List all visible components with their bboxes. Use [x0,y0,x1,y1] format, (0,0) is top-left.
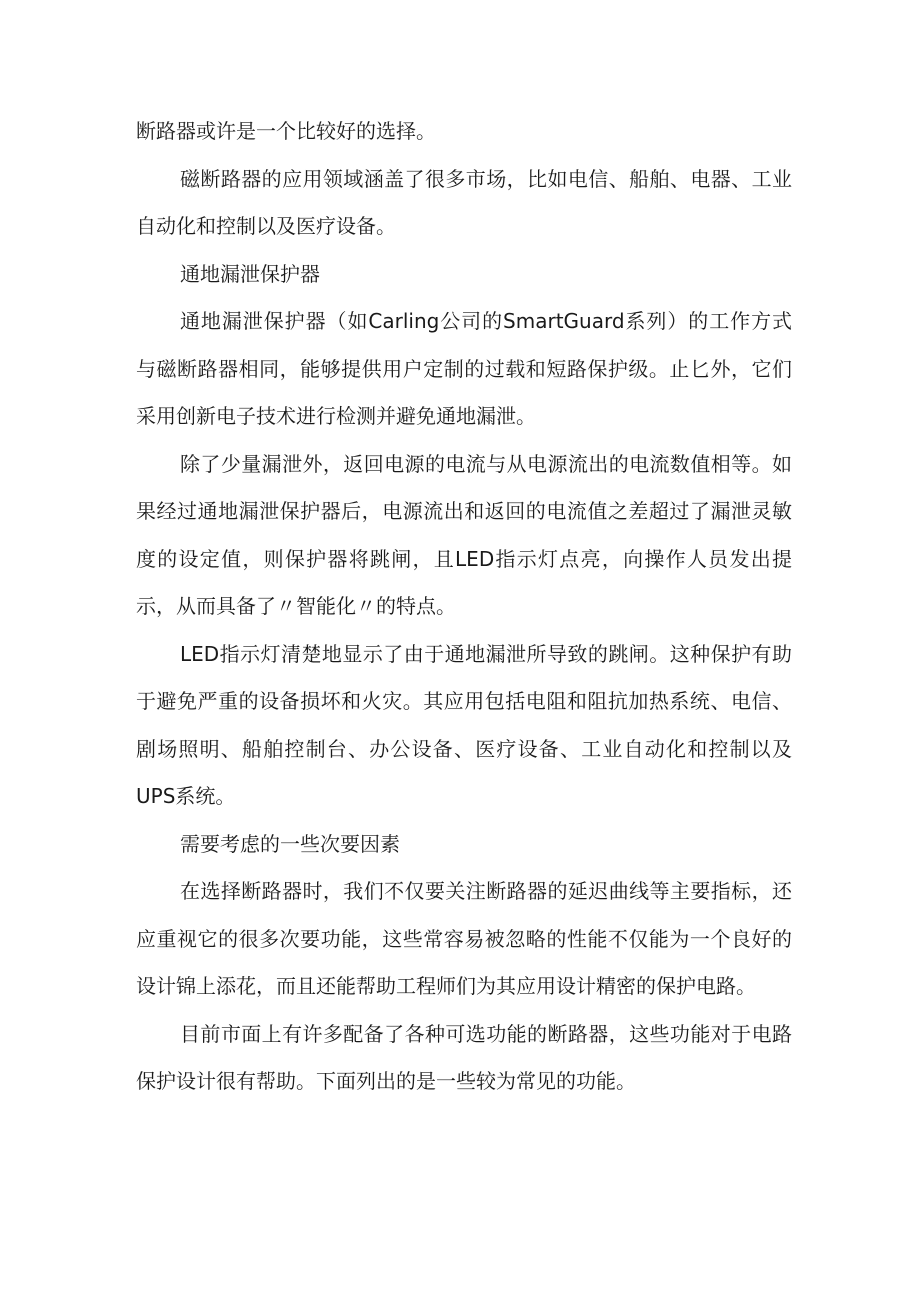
section-heading-ground-fault: 通地漏泄保护器 [180,261,320,286]
paragraph-continuation: 断路器或许是一个比较好的选择。 [136,119,436,143]
paragraph-led-indicator: LED指示灯清楚地显示了由于通地漏泄所导致的跳闸。这种保护有助于避免严重的设备损坏和火灾。其应用包括电阻和阻抗加热系统、电信、剧场照明、船舶控制台、办公设备、医疗设备、工业自动化和控制以及UPS系统。 [136,641,792,808]
paragraph-selection: 在选择断路器时，我们不仅要关注断路器的延迟曲线等主要指标，还应重视它的很多次要功能，这些常容易被忽略的性能不仅能为一个良好的设计锦上添花，而且还能帮助工程师们为其应用设计精密的保护电路。 [136,879,792,998]
paragraph-optional-features: 目前市面上有许多配备了各种可选功能的断路器，这些功能对于电路保护设计很有帮助。下面列出的是一些较为常见的功能。 [136,1021,792,1093]
paragraph-leakage-current: 除了少量漏泄外，返回电源的电流与从电源流出的电流数值相等。如果经过通地漏泄保护器后，电源流出和返回的电流值之差超过了漏泄灵敏度的设定值，则保护器将跳闸，且LED指示灯点亮，向操作人员发出提示，从而具备了〃智能化〃的特点。 [136,451,792,618]
paragraph-applications: 磁断路器的应用领域涵盖了很多市场，比如电信、船舶、电器、工业自动化和控制以及医疗设备。 [136,166,792,238]
section-heading-secondary-factors: 需要考虑的一些次要因素 [180,831,400,856]
document-body [136,108,792,1106]
paragraph-ground-fault-intro: 通地漏泄保护器（如Carling公司的SmartGuard系列）的工作方式与磁断路器相同，能够提供用户定制的过载和短路保护级。止匕外，它们采用创新电子技术进行检测并避免通地漏泄。 [136,309,792,428]
